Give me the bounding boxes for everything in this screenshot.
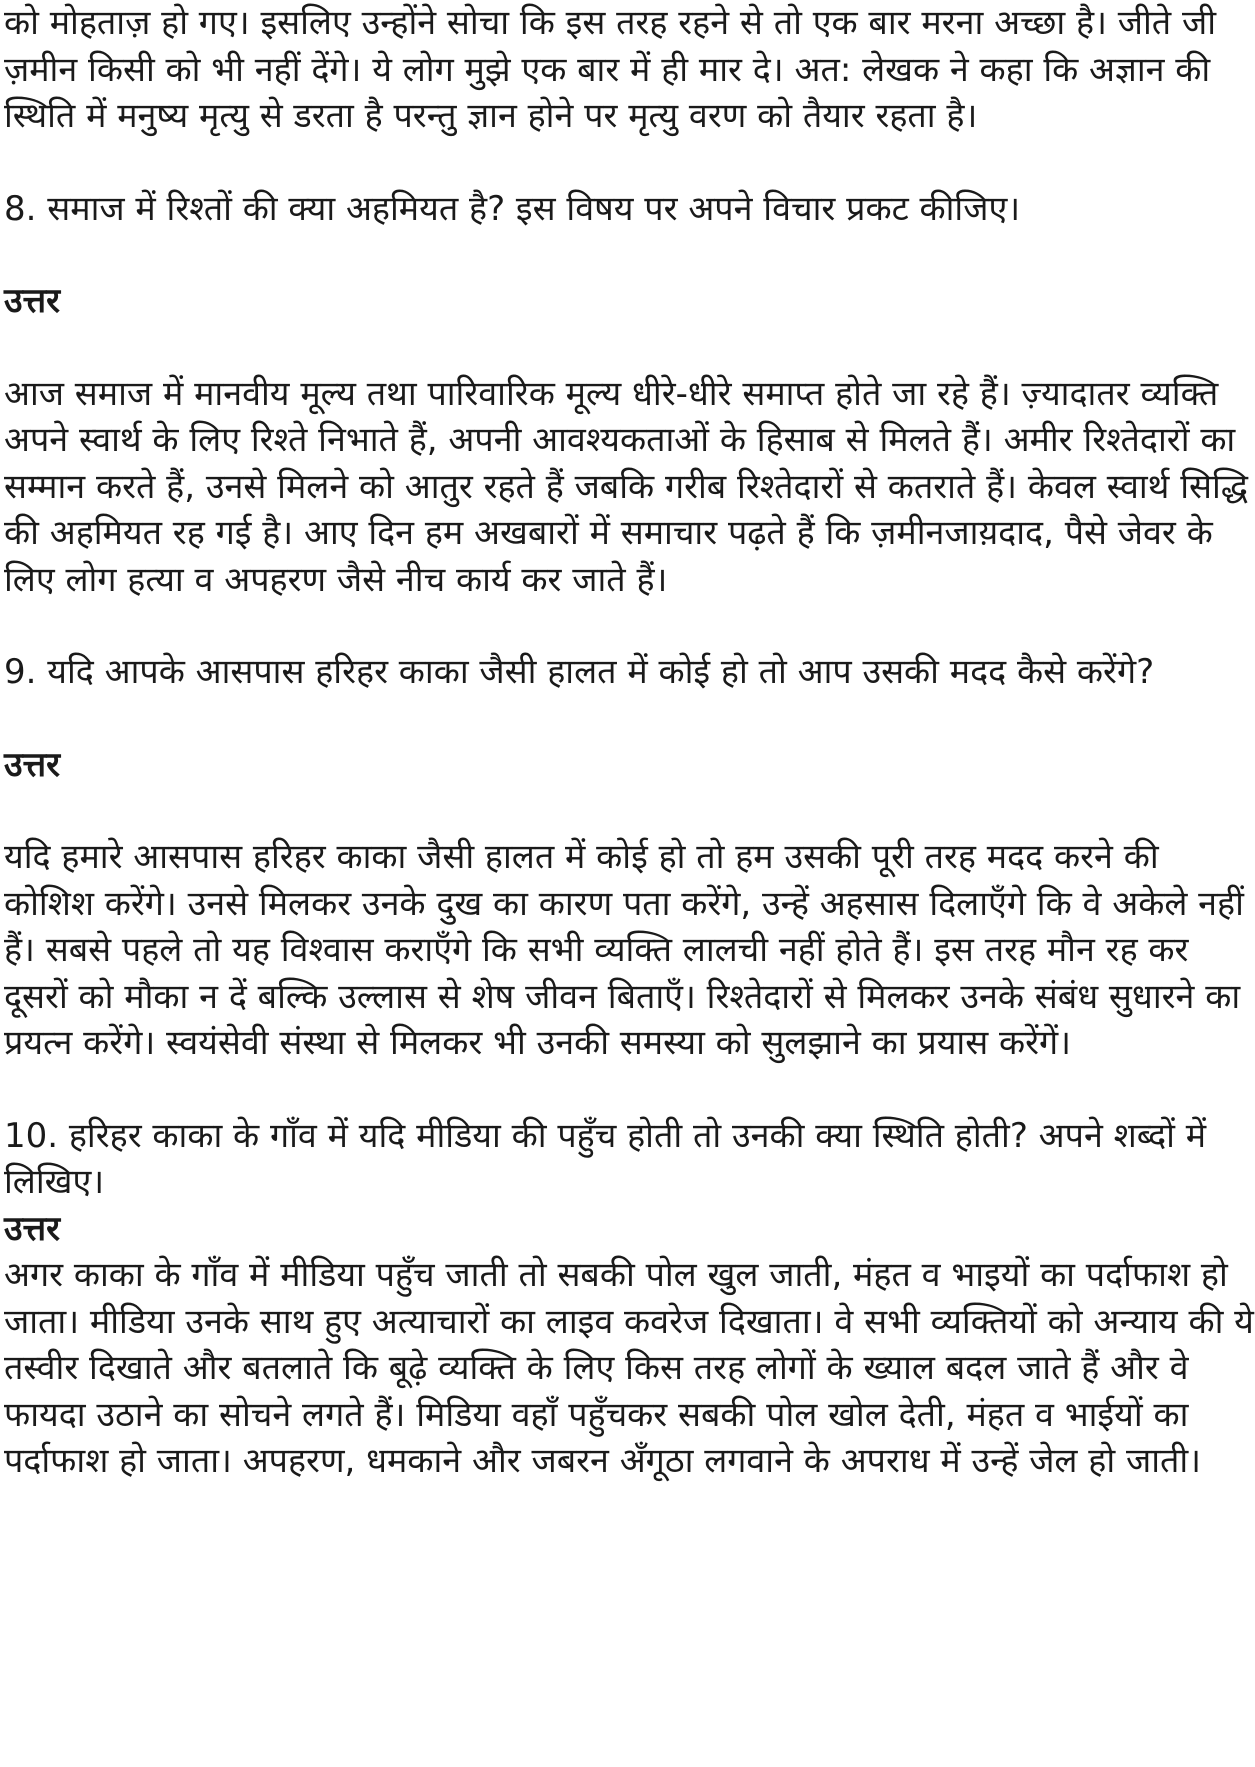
spacer <box>4 232 1255 278</box>
answer-heading-10: उत्तर <box>4 1208 61 1249</box>
spacer <box>4 788 1255 834</box>
spacer <box>4 1067 1255 1113</box>
spacer <box>4 325 1255 371</box>
question-8: 8. समाज में रिश्तों की क्या अहमियत है? इस विषय पर अपने विचार प्रकट कीजिए। <box>4 188 1021 229</box>
answer-8: आज समाज में मानवीय मूल्य तथा पारिवारिक मूल्य धीरे-धीरे समाप्त होते जा रहे हैं। ज़्यादातर व्यक्ति अपने स्वार्थ के लिए रिश्ते निभाते हैं, अपनी आवश्यकताओं के हिसाब से मिलते हैं। अमीर रिश्तेदारों का सम्मान करते हैं, उनसे मिलने को आतुर रहते हैं जबकि गरीब रिश्तेदारों से कतराते हैं। केवल स्वार्थ सिद्धि की अहमियत रह गई है। आए दिन हम अखबारों में समाचार पढ़ते हैं कि ज़मीनजाय़दाद, पैसे जेवर के लिए लोग हत्या व अपहरण जैसे नीच कार्य कर जाते हैं। <box>4 373 1248 600</box>
answer-heading-8: उत्तर <box>4 281 61 321</box>
question-10: 10. हरिहर काका के गाँव में यदि मीडिया की पहुँच होती तो उनकी क्या स्थिति होती? अपने शब्दों में लिखिए। <box>4 1115 1207 1202</box>
answer-10: अगर काका के गाँव में मीडिया पहुँच जाती तो सबकी पोल खुल जाती, मंहत व भाइयों का पर्दाफाश हो जाता। मीडिया उनके साथ हुए अत्याचारों का लाइव कवरेज दिखाता। वे सभी व्यक्तियों को अन्याय की ये तस्वीर दिखाते और बतलाते कि बूढ़े व्यक्ति के लिए किस तरह लोगों के ख्याल बदल जाते हैं और वे फायदा उठाने का सोचने लगते हैं। मिडिया वहाँ पहुँचकर सबकी पोल खोल देती, मंहत व भाईयों का पर्दाफाश हो जाता। अपहरण, धमकाने और जबरन अँगूठा लगवाने के अपराध में उन्हें जेल हो जाती। <box>4 1255 1254 1481</box>
spacer <box>4 696 1255 742</box>
spacer <box>4 603 1255 649</box>
intro-paragraph: को मोहताज़ हो गए। इसलिए उन्होंने सोचा कि इस तरह रहने से तो एक बार मरना अच्छा है। जीते जी ज़मीन किसी को भी नहीं देंगे। ये लोग मुझे एक बार में ही मार दे। अत: लेखक ने कहा कि अज्ञान की स्थिति में मनुष्य मृत्यु से डरता है परन्तु ज्ञान होने पर मृत्यु वरण को तैयार रहता है। <box>4 3 1217 136</box>
answer-heading-9: उत्तर <box>4 744 61 785</box>
answer-9: यदि हमारे आसपास हरिहर काका जैसी हालत में कोई हो तो हम उसकी पूरी तरह मदद करने की कोशिश करेंगे। उनसे मिलकर उनके दुख का कारण पता करेंगे, उन्हें अहसास दिलाएँगे कि वे अकेले नहीं हैं। सबसे पहले तो यह विश्वास कराएँगे कि सभी व्यक्ति लालची नहीं होते हैं। इस तरह मौन रह कर दूसरों को मौका न दें बल्कि उल्लास से शेष जीवन बिताएँ। रिश्तेदारों से मिलकर उनके संबंध सुधारने का प्रयत्न करेंगे। स्वयंसेवी संस्था से मिलकर भी उनकी समस्या को सुलझाने का प्रयास करेंगें। <box>4 837 1244 1063</box>
spacer <box>4 140 1255 186</box>
question-9: 9. यदि आपके आसपास हरिहर काका जैसी हालत में कोई हो तो आप उसकी मदद कैसे करेंगे? <box>4 652 1155 692</box>
